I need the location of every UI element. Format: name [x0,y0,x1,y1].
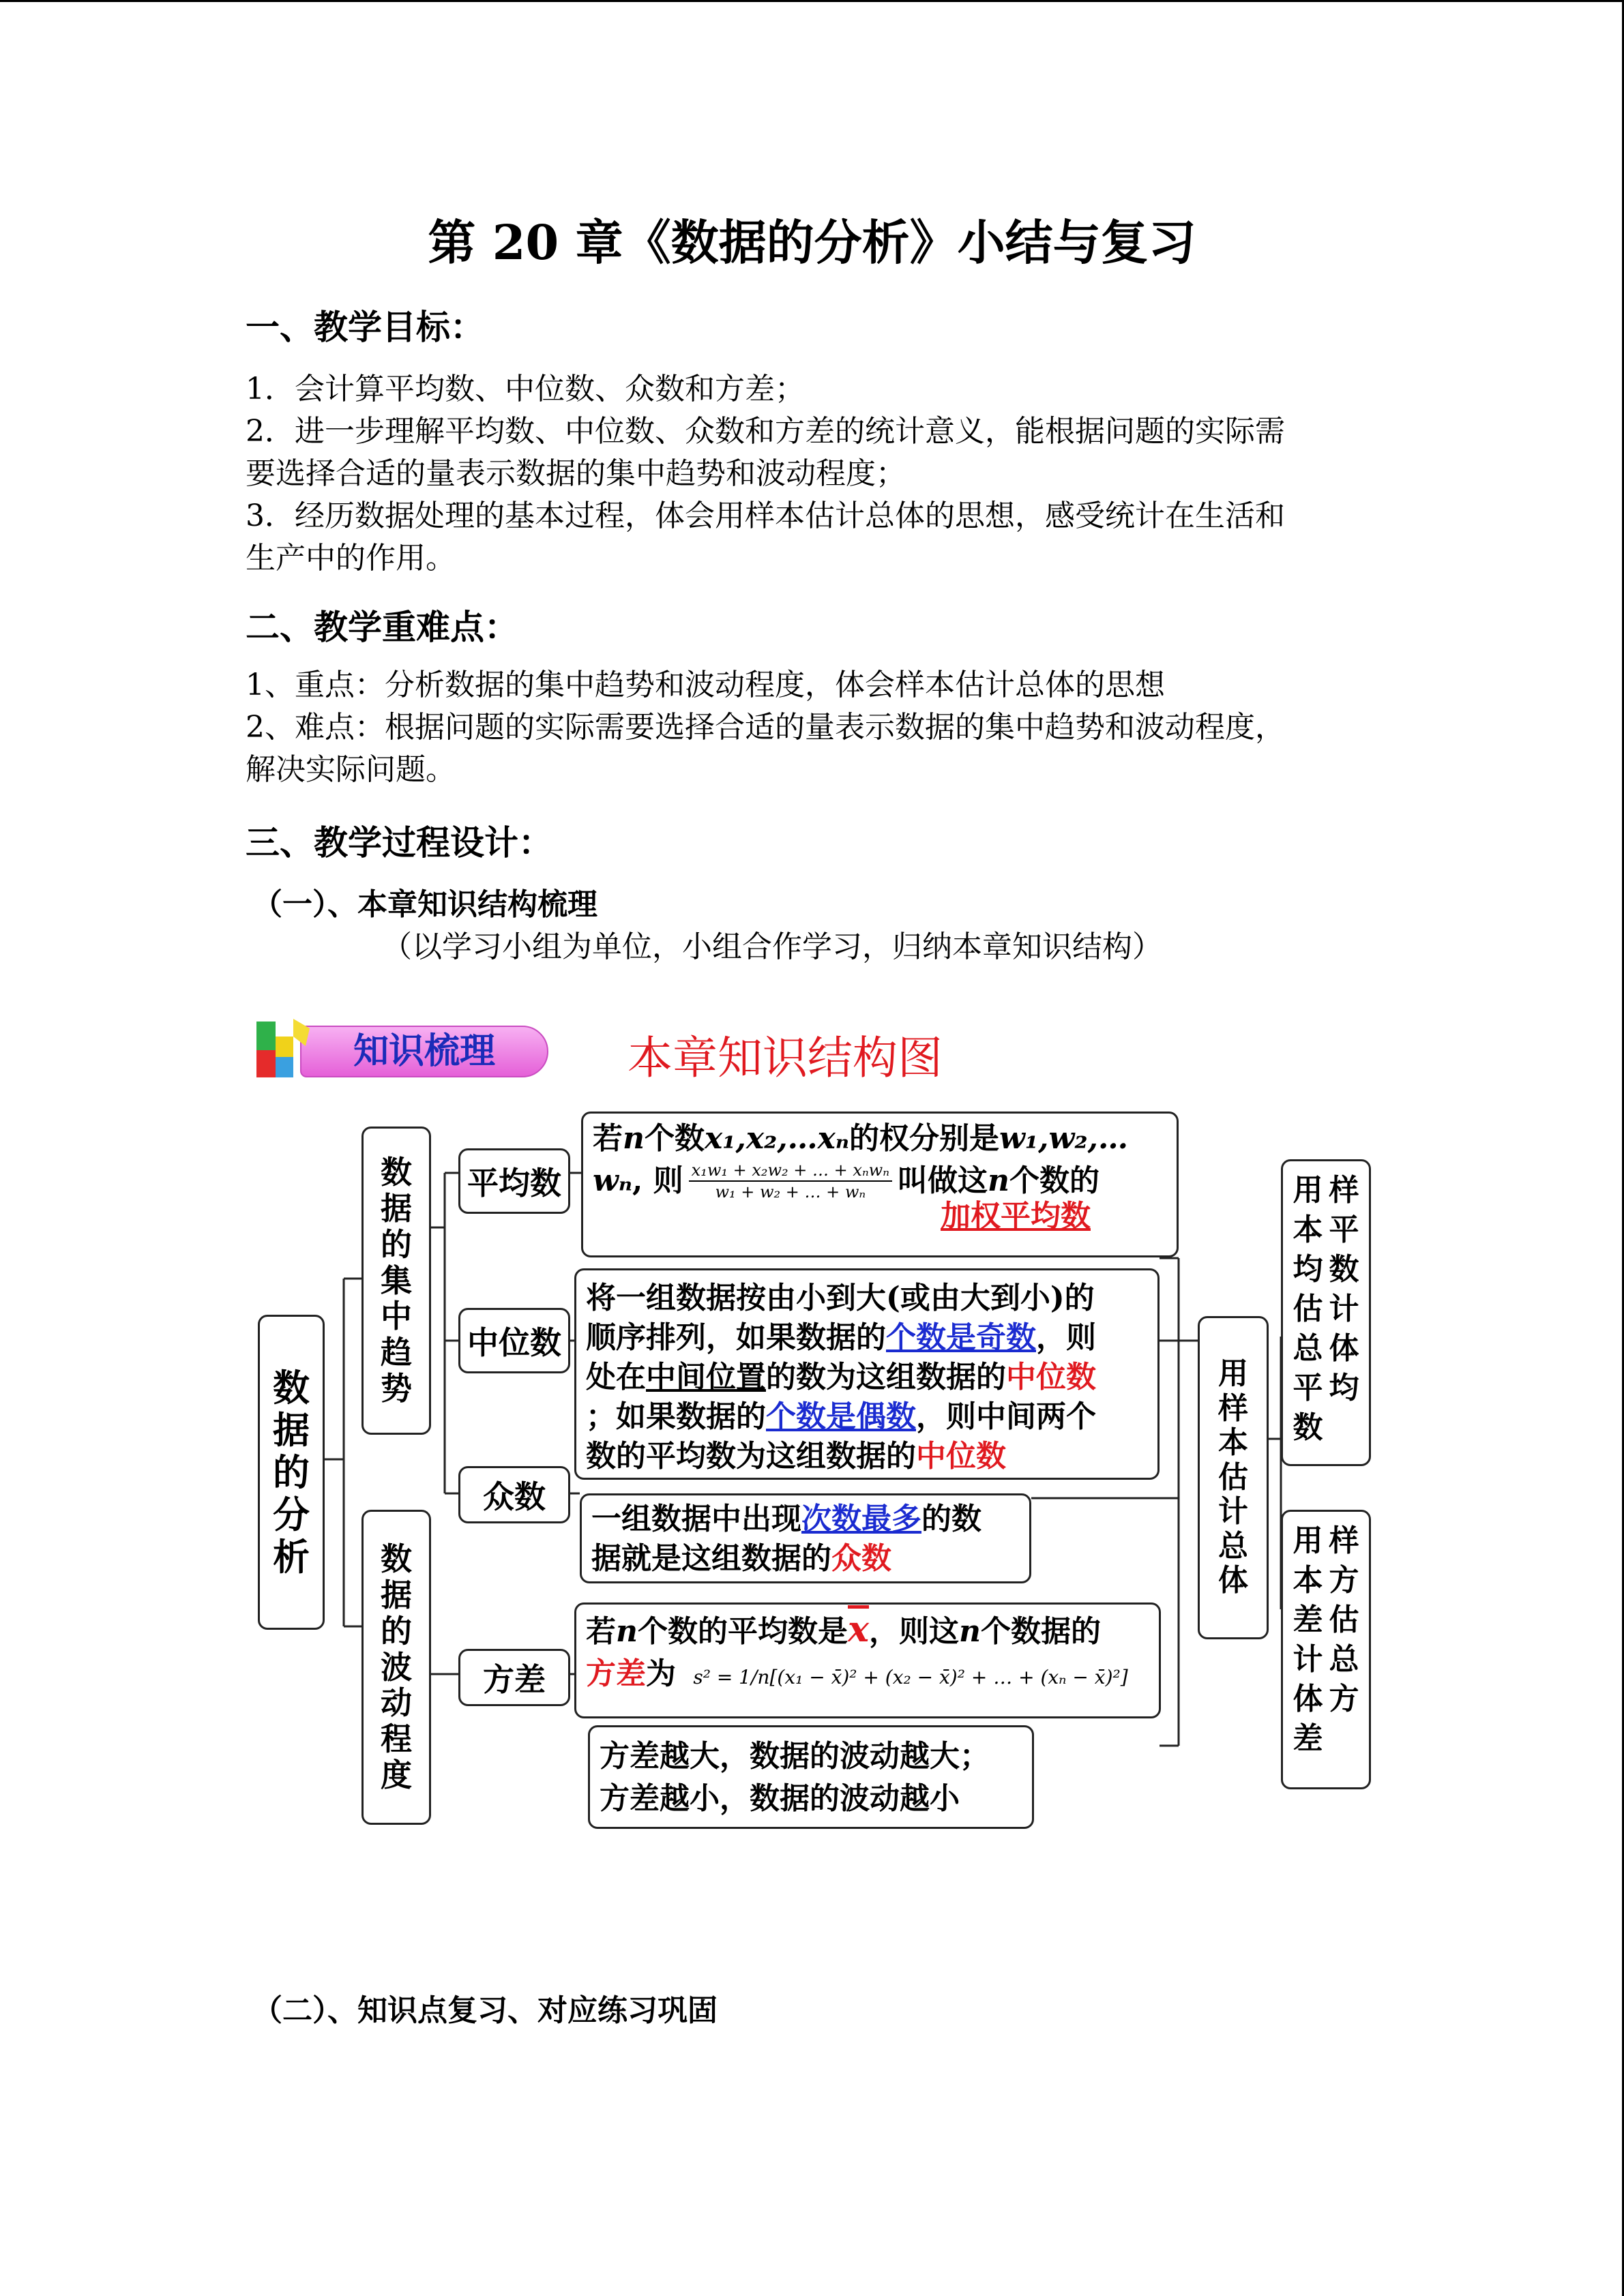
section2-heading: 二、教学重难点： [246,607,518,647]
fluctuation-text: 数 据 的 波 动 程 度 [381,1540,412,1794]
section1-heading: 一、教学目标： [246,307,484,347]
root-char: 分 [273,1493,310,1537]
root-char: 的 [273,1450,310,1494]
sample-variance-text: 用 样 本 方 差 估 计 总 体 方 差 [1293,1523,1359,1756]
median-line-4: ；如果数据的个数是偶数，则中间两个 [586,1399,1096,1434]
median-label-node [458,1308,570,1373]
section2-line: 解决实际问题。 [246,752,456,787]
variance-line-1: 若n个数的平均数是$\overline{x}$，则这n个数据的 [586,1609,1102,1650]
sample-mean-node [1281,1159,1371,1466]
mean-line-2: wₙ , 则 $\frac{\text{x₁w₁ + x₂w₂ + … + xₙwₙ}}{\text{w₁ + w₂ + … + wₙ}}$ 叫做这 n 个数的 [593,1161,1099,1202]
variance-formula: s² = 1/n[(x₁ − x̄)² + (x₂ − x̄)² + … + (xₙ − x̄)²] [693,1666,1128,1688]
variance-note-box [588,1725,1034,1829]
median-line-5: 数的平均数为这组数据的中位数 [586,1439,1006,1474]
section2-line: 1、重点：分析数据的集中趋势和波动程度，体会样本估计总体的思想 [246,668,1165,702]
section1-line: 生产中的作用。 [246,541,456,576]
section1-line: 要选择合适的量表示数据的集中趋势和波动程度； [246,456,906,491]
mean-symbol: $\overline{x}$ [848,1609,870,1650]
median-line-1: 将一组数据按由小到大(或由大到小)的 [586,1281,1095,1315]
root-char: 据 [273,1407,310,1452]
root-char: 析 [273,1535,310,1579]
page-title: 第 20 章《数据的分析》小结与复习 [428,214,1196,271]
subsection2-heading: （二）、知识点复习、对应练习巩固 [252,1993,718,2028]
section3-heading: 三、教学过程设计： [246,822,552,863]
median-label: 中位数 [467,1324,561,1361]
weighted-mean-fraction: $\frac{\text{x₁w₁ + x₂w₂ + … + xₙwₙ}}{\text{w₁ + w₂ + … + wₙ}}$ [689,1160,892,1202]
weighted-mean-term: 加权平均数 [941,1199,1091,1234]
sample-variance-node [1281,1510,1371,1789]
mean-label: 平均数 [467,1165,561,1202]
fluctuation-node [361,1510,431,1825]
mode-line-1: 一组数据中出现次数最多的数 [591,1502,981,1536]
sample-text: 用 样 本 估 计 总 体 [1218,1356,1248,1598]
section2-line: 2、难点：根据问题的实际需要选择合适的量表示数据的集中趋势和波动程度， [246,710,1285,745]
banner-text: 知识梳理 [353,1031,495,1072]
sample-estimate-node [1198,1316,1269,1639]
variance-label-node [458,1649,570,1706]
mode-line-2: 据就是这组数据的众数 [591,1541,891,1576]
subsection1-note: （以学习小组为单位，小组合作学习，归纳本章知识结构） [382,929,1162,964]
central-text: 数 据 的 集 中 趋 势 [381,1153,412,1407]
variance-line-2: 方差为 s² = 1/n[(x₁ − x̄)² + (x₂ − x̄)² + … + (xₙ − x̄)²] [586,1656,1128,1691]
mean-label-node [458,1148,570,1214]
section1-line: 1．会计算平均数、中位数、众数和方差； [246,372,805,406]
median-line-2: 顺序排列，如果数据的个数是奇数，则 [586,1320,1096,1355]
mode-definition-box [580,1493,1031,1583]
root-char: 数 [273,1365,310,1410]
median-line-3: 处在中间位置的数为这组数据的中位数 [586,1360,1096,1395]
mode-label-node [458,1466,570,1523]
sample-mean-text: 用 样 本 平 均 数 估 计 总 体 平 均 数 [1293,1173,1359,1445]
mean-line-1: 若n个数x₁,x₂,…xₙ的权分别是w₁,w₂,… [593,1121,1128,1156]
root-node [258,1315,325,1630]
root-text [260,1317,323,1628]
subsection1-heading: （一）、本章知识结构梳理 [252,887,597,922]
diagram-title: 本章知识结构图 [628,1032,943,1084]
median-definition-box [574,1268,1160,1480]
variance-label: 方差 [483,1661,546,1698]
central-tendency-node [361,1127,431,1435]
section1-line: 3．经历数据处理的基本过程，体会用样本估计总体的思想，感受统计在生活和 [246,498,1285,533]
variance-definition-box [574,1602,1161,1718]
section1-line: 2．进一步理解平均数、中位数、众数和方差的统计意义，能根据问题的实际需 [246,414,1285,449]
variance-note-line-2: 方差越小，数据的波动越小 [600,1781,960,1816]
mode-label: 众数 [483,1478,546,1515]
variance-note-line-1: 方差越大，数据的波动越大； [600,1739,990,1774]
mean-definition-box [581,1112,1179,1257]
